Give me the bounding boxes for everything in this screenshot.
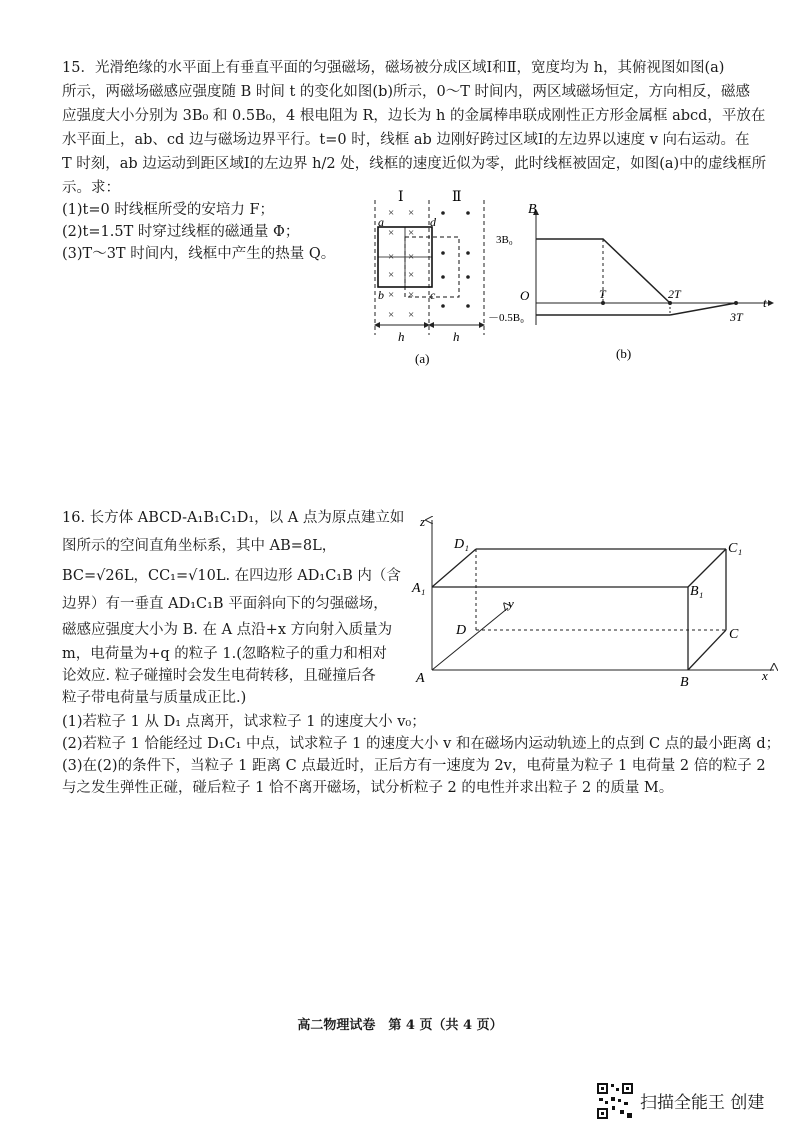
vertex-A1: A₁: [412, 581, 426, 596]
q16-figure: [408, 512, 783, 697]
q15-line-5: T 时刻，ab 边运动到距区域Ⅰ的左边界 h/2 处，线框的速度近似为零，此时线框被固定，如图(a)中的虚线框所: [62, 156, 767, 172]
label-neg-0-5B0: －0.5B₀: [488, 312, 524, 324]
qr-code-icon: [596, 1082, 634, 1120]
label-3B0: 3B₀: [496, 234, 513, 246]
point-b: b: [378, 288, 384, 302]
axis-x: x: [762, 668, 768, 683]
axis-B: B: [528, 202, 537, 217]
tick-3T: 3T: [730, 310, 743, 324]
axis-t: t: [763, 295, 767, 310]
q16-line-5: 磁感应强度大小为 B. 在 A 点沿+x 方向射入质量为: [62, 622, 393, 638]
vertex-A: A: [416, 671, 425, 686]
point-c: c: [430, 288, 436, 302]
page-footer: 高二物理试卷 第 4 页（共 4 页）: [297, 1018, 503, 1033]
q16-line-1: 16. 长方体 ABCD-A₁B₁C₁D₁，以 A 点为原点建立如: [62, 510, 405, 526]
q16-question-1: (1)若粒子 1 从 D₁ 点离开，试求粒子 1 的速度大小 v₀；: [62, 714, 426, 730]
vertex-C1: C₁: [728, 541, 743, 556]
point-a: a: [378, 215, 384, 229]
watermark-text: 扫描全能王 创建: [640, 1093, 765, 1113]
svg-text:×: ×: [388, 309, 395, 321]
q15-question-3: (3)T～3T 时间内，线框中产生的热量 Q。: [62, 246, 336, 262]
q16-line-2: 图所示的空间直角坐标系，其中 AB=8L，: [62, 538, 337, 554]
q15-line-4: 水平面上，ab、cd 边与磁场边界平行。t=0 时，线框 ab 边刚好跨过区域Ⅰ的左边界以速度 v 向右运动。在: [62, 132, 750, 148]
q16-line-8: 粒子带电荷量与质量成正比.): [62, 690, 247, 706]
q15-line-6: 示。求：: [62, 180, 120, 196]
point-d: d: [430, 215, 436, 229]
svg-text:×: ×: [408, 251, 415, 263]
q16-line-6: m，电荷量为+q 的粒子 1.(忽略粒子的重力和相对: [62, 646, 387, 662]
vertex-B1: B₁: [690, 584, 704, 599]
q16-question-2: (2)若粒子 1 恰能经过 D₁C₁ 中点，试求粒子 1 的速度大小 v 和在磁场内运动轨迹上的点到 C 点的最小距离 d；: [62, 736, 781, 752]
svg-text:×: ×: [388, 251, 395, 263]
q16-line-4: 边界）有一垂直 AD₁C₁B 平面斜向下的匀强磁场，: [62, 596, 388, 612]
q15-line-3: 应强度大小分别为 3B₀ 和 0.5B₀，4 根电阻为 R，边长为 h 的金属棒串联成刚性正方形金属框 abcd，平放在: [62, 108, 766, 124]
width-h-2: h: [453, 329, 460, 344]
svg-text:×: ×: [388, 207, 395, 219]
vertex-C: C: [729, 627, 739, 642]
region-1-label: Ⅰ: [398, 190, 404, 205]
fig-b-caption: (b): [616, 346, 632, 361]
svg-text:×: ×: [408, 309, 415, 321]
svg-text:×: ×: [408, 289, 415, 301]
svg-text:×: ×: [408, 227, 415, 239]
svg-text:×: ×: [408, 269, 415, 281]
svg-text:×: ×: [408, 207, 415, 219]
tick-2T: 2T: [668, 287, 681, 301]
q15-question-1: (1)t=0 时线框所受的安培力 F；: [62, 202, 275, 218]
axis-y: y: [508, 596, 514, 611]
region-2-label: Ⅱ: [452, 190, 462, 205]
q16-line-3: BC=√26L，CC₁=√10L. 在四边形 AD₁C₁B 内（含: [62, 568, 401, 584]
svg-text:×: ×: [388, 269, 395, 281]
q15-line-2: 所示，两磁场磁感应强度随 B 时间 t 的变化如图(b)所示，0～T 时间内，两区域磁场恒定，方向相反，磁感: [62, 84, 751, 100]
q15-figure-b: [488, 195, 778, 370]
fig-a-caption: (a): [415, 351, 430, 366]
svg-text:×: ×: [388, 227, 395, 239]
q16-line-7: 论效应. 粒子碰撞时会发生电荷转移，且碰撞后各: [62, 668, 376, 684]
q16-question-4: 与之发生弹性正碰，碰后粒子 1 恰不离开磁场，试分析粒子 2 的电性并求出粒子 2 的质量 M。: [62, 780, 674, 796]
tick-T: T: [599, 287, 606, 301]
vertex-D1: D₁: [454, 537, 469, 552]
q15-line-1: 15．光滑绝缘的水平面上有垂直平面的匀强磁场，磁场被分成区域Ⅰ和Ⅱ，宽度均为 h，其俯视图如图(a): [62, 60, 725, 76]
q15-question-2: (2)t=1.5T 时穿过线框的磁通量 Φ；: [62, 224, 300, 240]
vertex-D: D: [456, 623, 467, 638]
q15-figure-a: [360, 185, 500, 375]
width-h-1: h: [398, 329, 405, 344]
q16-question-3: (3)在(2)的条件下，当粒子 1 距离 C 点最近时，正后方有一速度为 2v，电荷量为粒子 1 电荷量 2 倍的粒子 2: [62, 758, 766, 774]
axis-z: z: [420, 514, 426, 529]
origin-O: O: [520, 288, 530, 303]
svg-text:×: ×: [388, 289, 395, 301]
vertex-B: B: [680, 675, 689, 690]
